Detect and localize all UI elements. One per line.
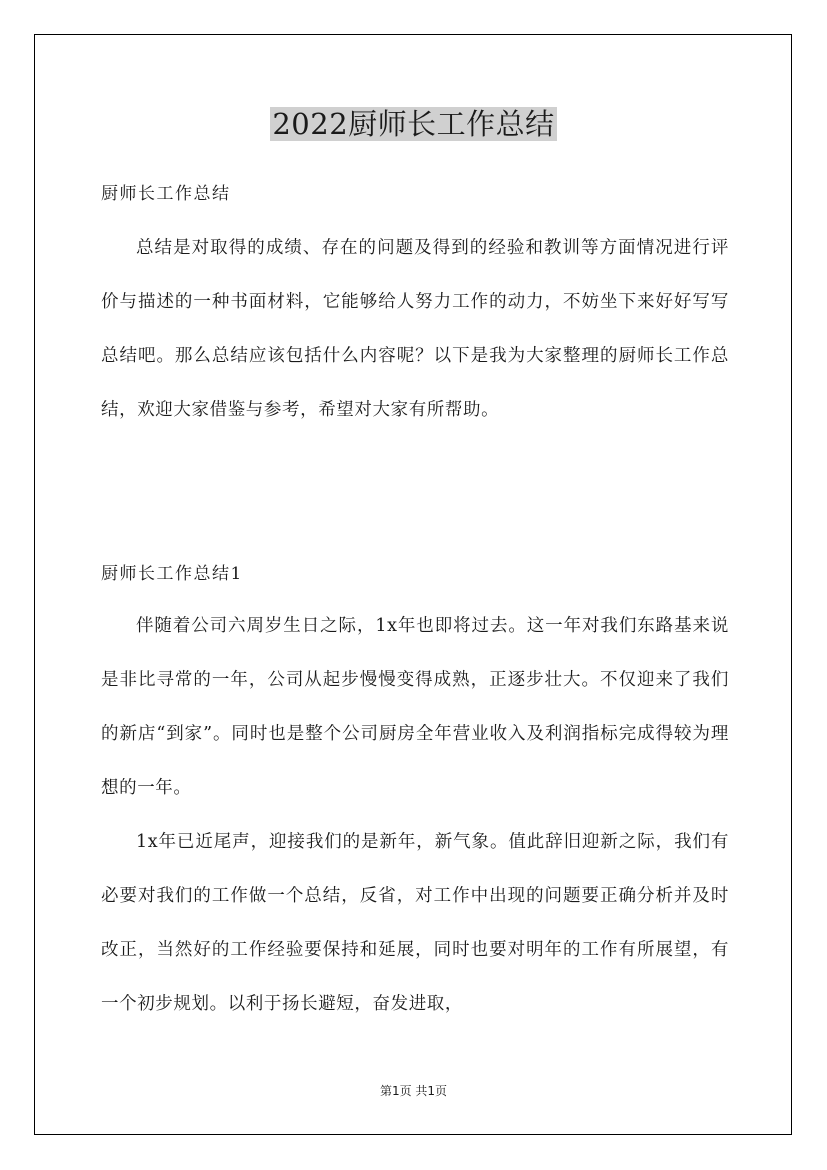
section1-heading: 厨师长工作总结1 [101,564,243,584]
intro-paragraph: 总结是对取得的成绩、存在的问题及得到的经验和教训等方面情况进行评价与描述的一种书面材料，它能够给人努力工作的动力，不妨坐下来好好写写总结吧。那么总结应该包括什么内容呢？以下是我为大家整理的厨师长工作总结，欢迎大家借鉴与参考，希望对大家有所帮助。 [101,238,729,420]
document-title [0,104,827,144]
document-title-text: 2022厨师长工作总结 [272,107,555,141]
section1-paragraph-2: 1x年已近尾声，迎接我们的是新年，新气象。值此辞旧迎新之际，我们有必要对我们的工作做一个总结，反省，对工作中出现的问题要正确分析并及时改正，当然好的工作经验要保持和延展，同时也要对明年的工作有所展望，有一个初步规划。以利于扬长避短，奋发进取， [101,832,729,1014]
intro-heading: 厨师长工作总结 [101,184,231,204]
page-footer: 第1页 共1页 [379,1084,448,1098]
section1-paragraph-1: 伴随着公司六周岁生日之际，1x年也即将过去。这一年对我们东路基来说是非比寻常的一年，公司从起步慢慢变得成熟，正逐步壮大。不仅迎来了我们的新店“到家”。同时也是整个公司厨房全年营业收入及利润指标完成得较为理想的一年。 [101,616,729,798]
